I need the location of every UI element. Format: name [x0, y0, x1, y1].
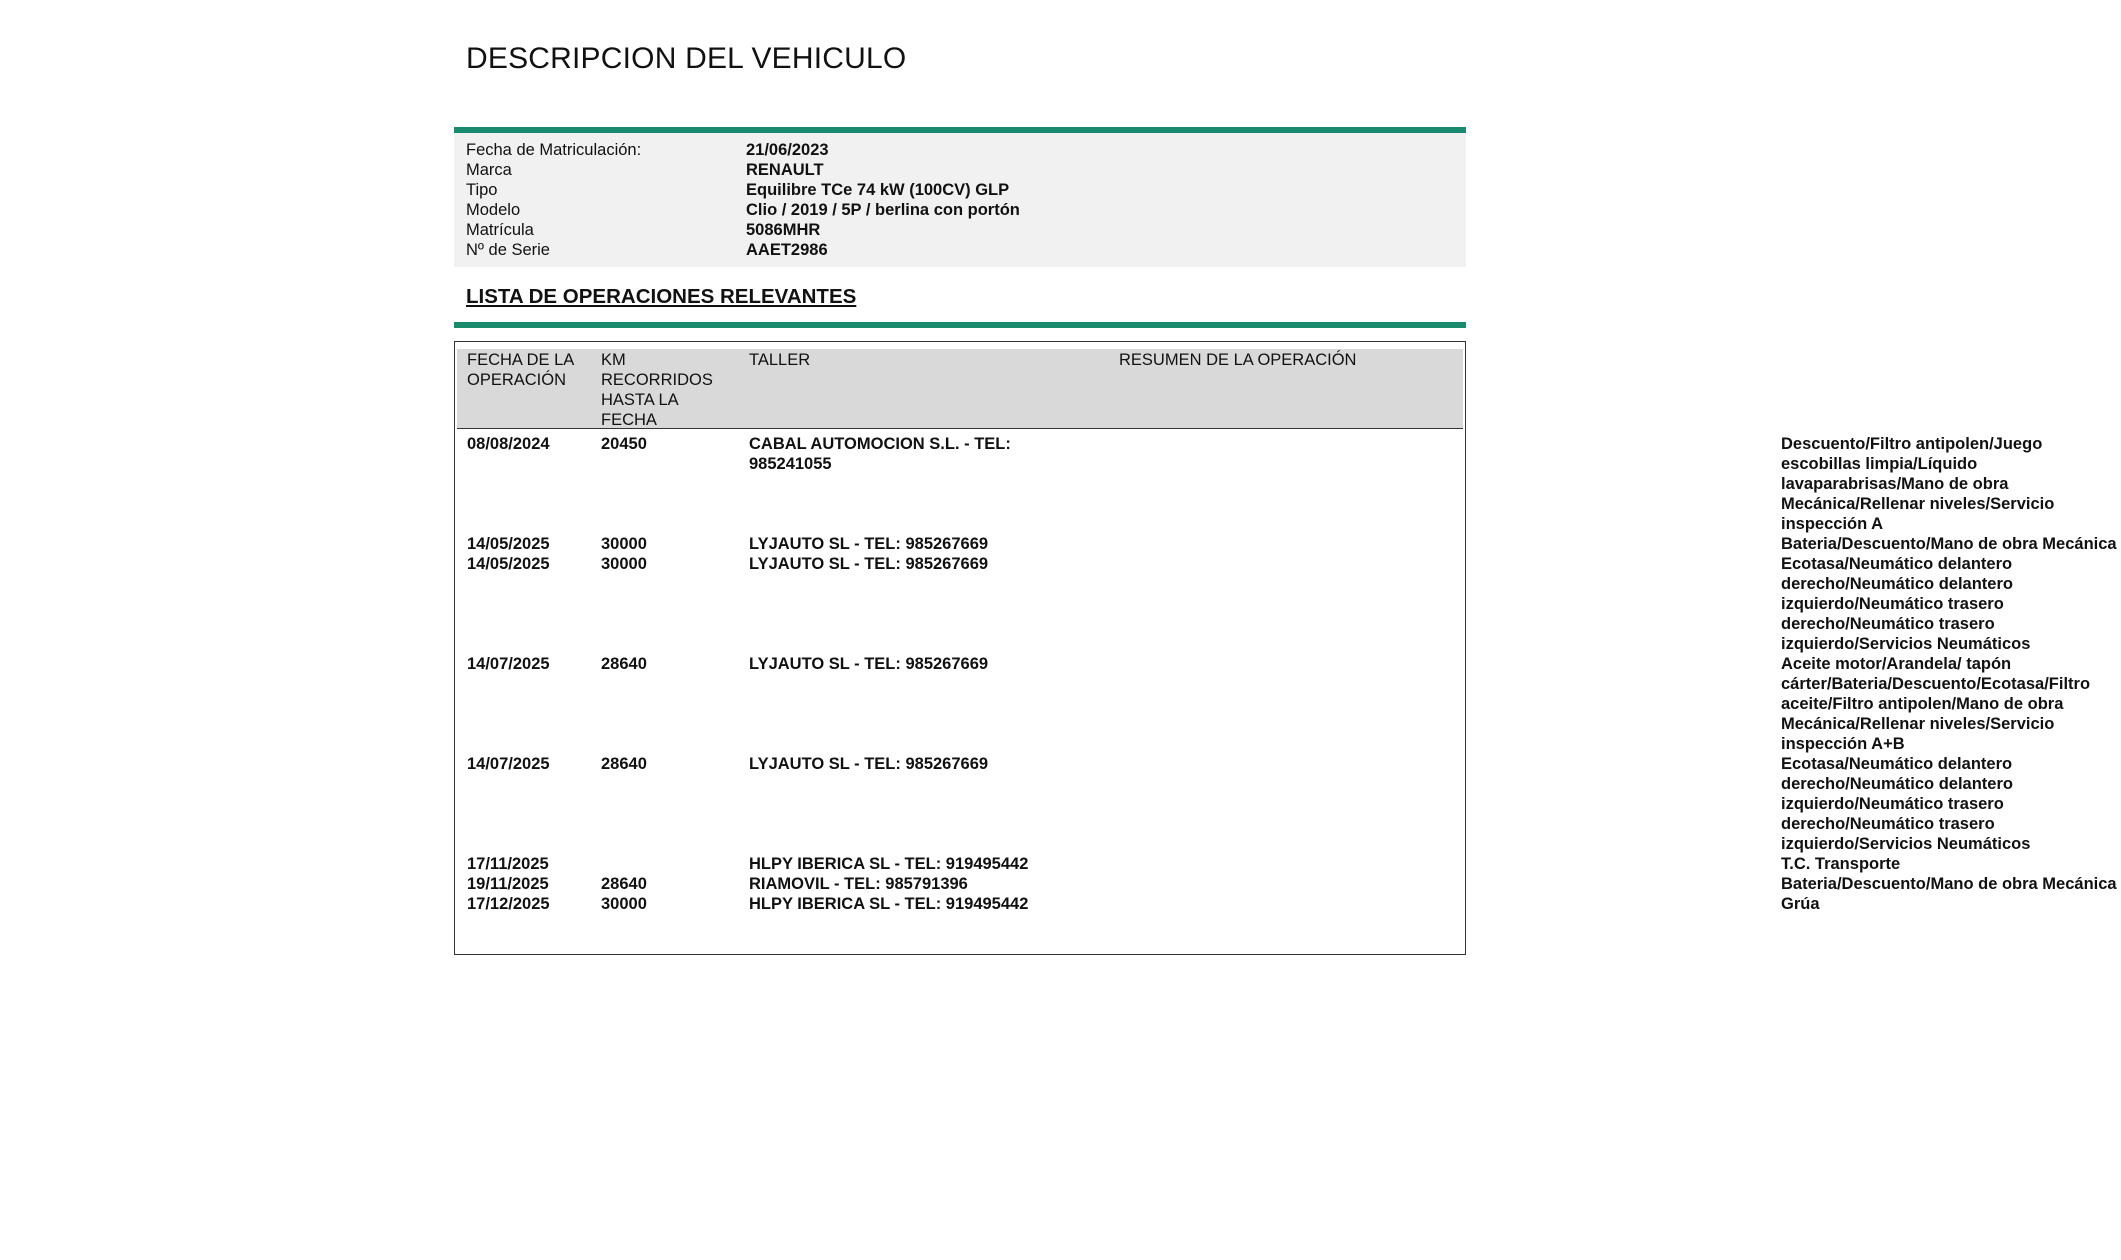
vehicle-label: Tipo	[466, 181, 498, 199]
column-header-taller: TALLER	[749, 351, 811, 369]
cell-fecha: 14/05/2025	[467, 555, 550, 573]
cell-km: 28640	[601, 875, 647, 893]
cell-resumen: Bateria/Descuento/Mano de obra Mecánica	[1781, 535, 2117, 553]
table-row	[457, 894, 1820, 914]
vehicle-label: Nº de Serie	[466, 241, 550, 259]
cell-resumen: T.C. Transporte	[1781, 855, 1901, 873]
cell-fecha: 14/07/2025	[467, 755, 550, 773]
table-row	[457, 654, 2091, 754]
table-row	[457, 534, 2117, 554]
operations-heading: LISTA DE OPERACIONES RELEVANTES	[466, 285, 857, 308]
vehicle-value: 21/06/2023	[746, 141, 829, 159]
vehicle-value: RENAULT	[746, 161, 824, 179]
cell-taller: LYJAUTO SL - TEL: 985267669	[749, 655, 989, 673]
cell-resumen: Bateria/Descuento/Mano de obra Mecánica	[1781, 875, 2117, 893]
table-row	[457, 434, 2055, 534]
cell-km: 20450	[601, 435, 647, 453]
cell-km: 30000	[601, 895, 647, 913]
vehicle-value: Equilibre TCe 74 kW (100CV) GLP	[746, 181, 1010, 199]
table-row	[457, 874, 2117, 894]
cell-resumen: Ecotasa/Neumático delantero derecho/Neumático delantero izquierdo/Neumático trasero derecho/Neumático trasero izquierdo/Servicios Neumáticos	[1781, 555, 2031, 653]
cell-resumen: Descuento/Filtro antipolen/Juego escobillas limpia/Líquido lavaparabrisas/Mano de obra Mecánica/Rellenar niveles/Servicio inspección A	[1781, 435, 2055, 533]
cell-fecha: 17/11/2025	[467, 855, 549, 873]
cell-km: 28640	[601, 755, 647, 773]
cell-fecha: 17/12/2025	[467, 895, 550, 913]
cell-taller: HLPY IBERICA SL - TEL: 919495442	[749, 855, 1029, 873]
vehicle-label: Modelo	[466, 201, 521, 219]
cell-fecha: 14/07/2025	[467, 655, 550, 673]
vehicle-value: AAET2986	[746, 241, 828, 259]
vehicle-details	[454, 133, 1466, 267]
column-header-fecha: FECHA DE LA OPERACIÓN	[467, 351, 574, 389]
table-header	[457, 349, 1463, 429]
column-header-resumen: RESUMEN DE LA OPERACIÓN	[1119, 351, 1357, 369]
vehicle-value: 5086MHR	[746, 221, 821, 239]
section-divider	[454, 322, 1466, 328]
cell-taller: LYJAUTO SL - TEL: 985267669	[749, 555, 989, 573]
cell-taller: CABAL AUTOMOCION S.L. - TEL: 985241055	[749, 435, 1011, 473]
cell-km: 28640	[601, 655, 647, 673]
vehicle-value: Clio / 2019 / 5P / berlina con portón	[746, 201, 1020, 219]
cell-km: 30000	[601, 555, 647, 573]
vehicle-label: Fecha de Matriculación:	[466, 141, 642, 159]
cell-fecha: 08/08/2024	[467, 435, 550, 453]
cell-taller: HLPY IBERICA SL - TEL: 919495442	[749, 895, 1029, 913]
cell-taller: RIAMOVIL - TEL: 985791396	[749, 875, 968, 893]
table-row	[457, 754, 2031, 854]
cell-resumen: Ecotasa/Neumático delantero derecho/Neumático delantero izquierdo/Neumático trasero derecho/Neumático trasero izquierdo/Servicios Neumáticos	[1781, 755, 2031, 853]
cell-fecha: 19/11/2025	[467, 875, 549, 893]
vehicle-label: Marca	[466, 161, 512, 179]
table-row	[457, 854, 1901, 874]
column-header-km: KM RECORRIDOS HASTA LA FECHA	[601, 351, 713, 429]
cell-resumen: Aceite motor/Arandela/ tapón cárter/Bateria/Descuento/Ecotasa/Filtro aceite/Filtro antipolen/Mano de obra Mecánica/Rellenar niveles/Servicio inspección A+B	[1781, 655, 2091, 753]
table-row	[457, 554, 2031, 654]
table-body	[457, 434, 2117, 914]
page-title: DESCRIPCION DEL VEHICULO	[466, 42, 907, 75]
operations-table	[454, 341, 2117, 955]
cell-resumen: Grúa	[1781, 895, 1820, 913]
cell-taller: LYJAUTO SL - TEL: 985267669	[749, 755, 989, 773]
cell-fecha: 14/05/2025	[467, 535, 550, 553]
cell-taller: LYJAUTO SL - TEL: 985267669	[749, 535, 989, 553]
cell-km: 30000	[601, 535, 647, 553]
vehicle-label: Matrícula	[466, 221, 534, 239]
